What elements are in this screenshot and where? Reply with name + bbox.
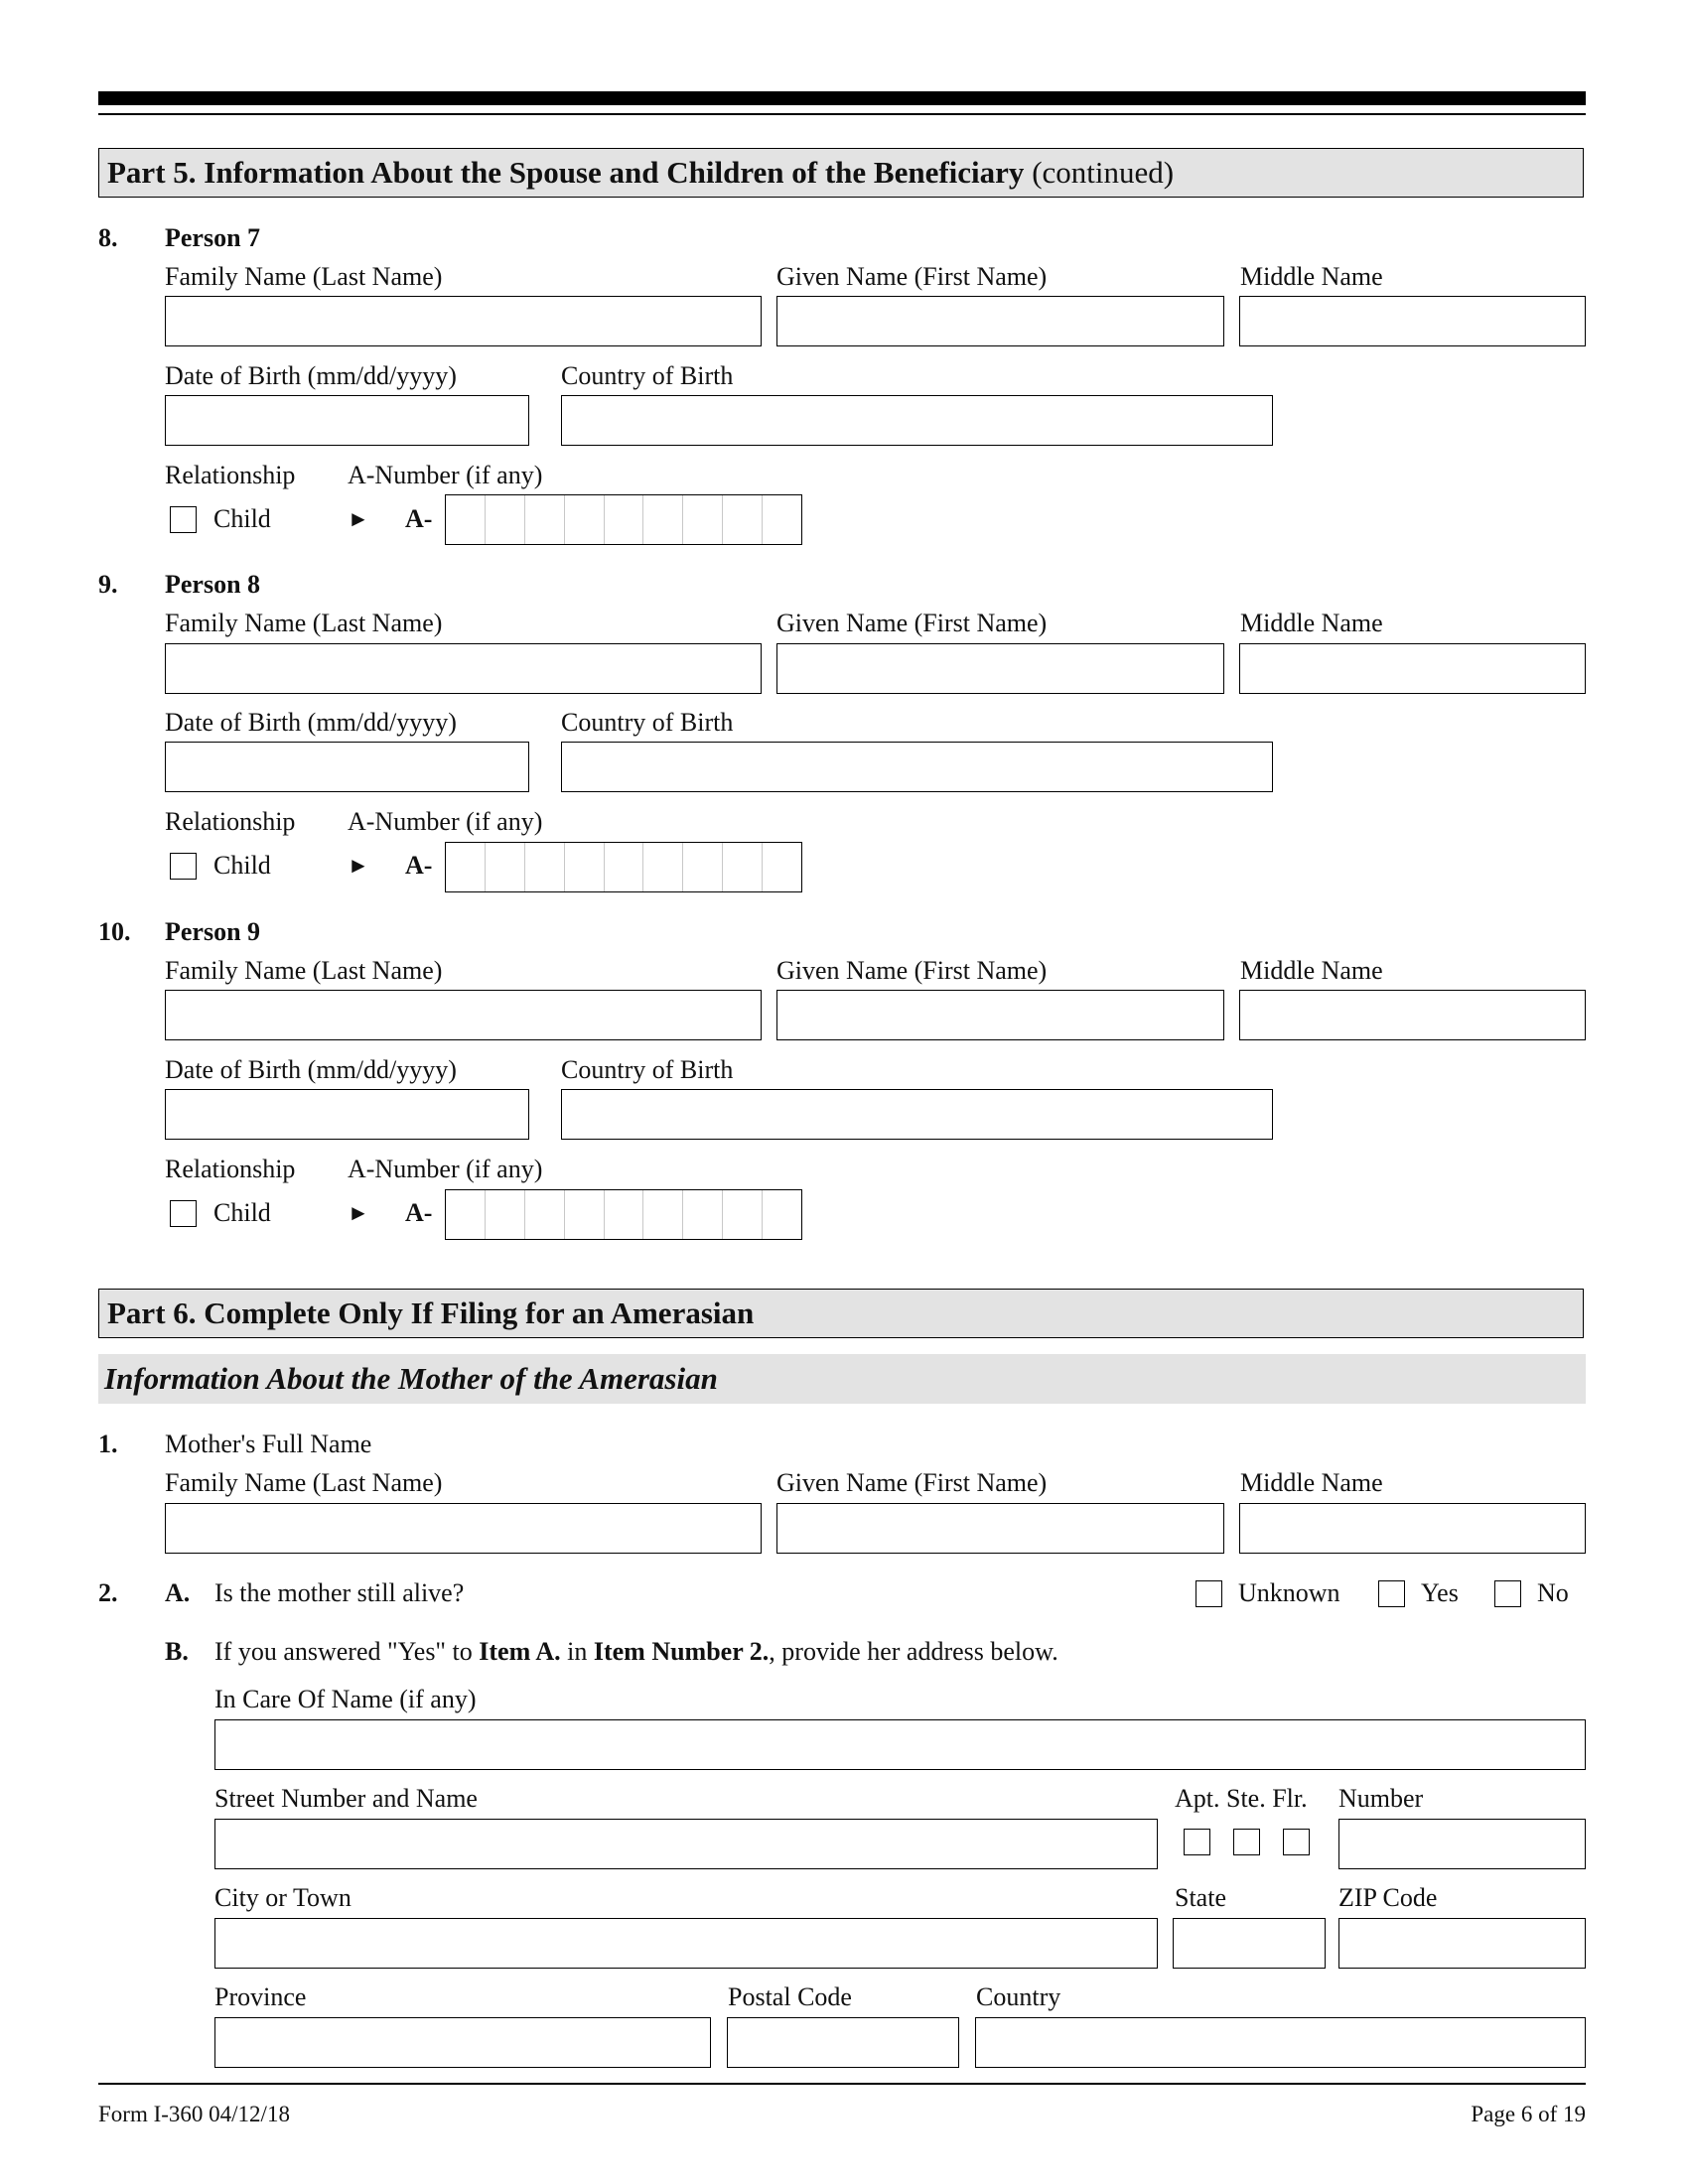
- relationship-label: Relationship: [165, 461, 296, 489]
- yes-label: Yes: [1421, 1578, 1459, 1607]
- dob-label: Date of Birth (mm/dd/yyyy): [165, 1055, 457, 1084]
- postal-code-input[interactable]: [727, 2017, 959, 2068]
- page-number: Page 6 of 19: [1471, 2102, 1586, 2126]
- part6-subheader: [98, 1354, 1586, 1404]
- part6-header: [98, 1289, 1584, 1338]
- given-name-label: Given Name (First Name): [776, 1468, 1048, 1497]
- dob-label: Date of Birth (mm/dd/yyyy): [165, 361, 457, 390]
- country-label: Country: [976, 1982, 1061, 2011]
- family-name-label: Family Name (Last Name): [165, 262, 443, 291]
- zip-input[interactable]: [1338, 1918, 1586, 1969]
- part5-title-suffix: (continued): [1024, 155, 1175, 190]
- given-name-input[interactable]: [776, 643, 1224, 694]
- country-input[interactable]: [975, 2017, 1586, 2068]
- dob-input[interactable]: [165, 742, 529, 792]
- item-letter-b: B.: [165, 1637, 189, 1666]
- dob-input[interactable]: [165, 1089, 529, 1140]
- child-checkbox[interactable]: [170, 853, 197, 880]
- a-number-label: A-Number (if any): [348, 807, 543, 836]
- part5-title: Part 5. Information About the Spouse and Children of the Beneficiary: [107, 155, 1025, 190]
- a-number-label: A-Number (if any): [348, 461, 543, 489]
- a-number-input[interactable]: [445, 494, 802, 545]
- part6-title: Part 6. Complete Only If Filing for an Amerasian: [107, 1296, 755, 1330]
- postal-code-label: Postal Code: [728, 1982, 852, 2011]
- no-checkbox[interactable]: [1494, 1580, 1521, 1607]
- country-of-birth-input[interactable]: [561, 742, 1273, 792]
- a-prefix: A-: [405, 851, 433, 880]
- city-input[interactable]: [214, 1918, 1158, 1969]
- family-name-label: Family Name (Last Name): [165, 1468, 443, 1497]
- top-rule-thick: [98, 91, 1586, 105]
- item-number: 2.: [98, 1578, 118, 1607]
- state-select[interactable]: [1173, 1918, 1326, 1969]
- apt-checkbox[interactable]: [1184, 1829, 1210, 1855]
- top-rule-thin: [98, 113, 1586, 115]
- item-letter-a: A.: [165, 1578, 191, 1607]
- country-of-birth-label: Country of Birth: [561, 1055, 734, 1084]
- street-label: Street Number and Name: [214, 1784, 478, 1813]
- middle-name-label: Middle Name: [1240, 262, 1383, 291]
- item-b-instructions: If you answered "Yes" to Item A. in Item Number 2., provide her address below.: [214, 1637, 1058, 1666]
- child-checkbox[interactable]: [170, 506, 197, 533]
- country-of-birth-input[interactable]: [561, 1089, 1273, 1140]
- city-label: City or Town: [214, 1883, 352, 1912]
- family-name-input[interactable]: [165, 296, 762, 346]
- mothers-full-name-label: Mother's Full Name: [165, 1430, 372, 1458]
- mother-family-name-input[interactable]: [165, 1503, 762, 1554]
- no-label: No: [1537, 1578, 1569, 1607]
- flr-checkbox[interactable]: [1283, 1829, 1310, 1855]
- arrow-right-icon: ►: [348, 1200, 369, 1225]
- family-name-label: Family Name (Last Name): [165, 956, 443, 985]
- family-name-label: Family Name (Last Name): [165, 609, 443, 637]
- middle-name-label: Middle Name: [1240, 609, 1383, 637]
- family-name-input[interactable]: [165, 643, 762, 694]
- country-of-birth-label: Country of Birth: [561, 708, 734, 737]
- unit-number-input[interactable]: [1338, 1819, 1586, 1869]
- country-of-birth-input[interactable]: [561, 395, 1273, 446]
- person-title: Person 9: [165, 917, 261, 946]
- apt-ste-flr-label: Apt. Ste. Flr.: [1175, 1784, 1308, 1813]
- a-number-label: A-Number (if any): [348, 1155, 543, 1183]
- a-prefix: A-: [405, 504, 433, 533]
- part5-header: [98, 148, 1584, 198]
- child-label: Child: [213, 1198, 271, 1227]
- province-label: Province: [214, 1982, 307, 2011]
- arrow-right-icon: ►: [348, 853, 369, 878]
- ste-checkbox[interactable]: [1233, 1829, 1260, 1855]
- care-of-label: In Care Of Name (if any): [214, 1685, 477, 1713]
- form-id: Form I-360 04/12/18: [98, 2102, 290, 2126]
- person-title: Person 7: [165, 223, 261, 252]
- middle-name-input[interactable]: [1239, 643, 1586, 694]
- given-name-label: Given Name (First Name): [776, 956, 1048, 985]
- footer-rule: [98, 2083, 1586, 2085]
- mother-alive-question: Is the mother still alive?: [214, 1578, 465, 1607]
- middle-name-input[interactable]: [1239, 296, 1586, 346]
- given-name-label: Given Name (First Name): [776, 609, 1048, 637]
- province-input[interactable]: [214, 2017, 711, 2068]
- dob-input[interactable]: [165, 395, 529, 446]
- family-name-input[interactable]: [165, 990, 762, 1040]
- relationship-label: Relationship: [165, 1155, 296, 1183]
- arrow-right-icon: ►: [348, 506, 369, 531]
- given-name-input[interactable]: [776, 990, 1224, 1040]
- child-checkbox[interactable]: [170, 1200, 197, 1227]
- a-prefix: A-: [405, 1198, 433, 1227]
- person-title: Person 8: [165, 570, 261, 599]
- item-number: 9.: [98, 570, 118, 599]
- a-number-input[interactable]: [445, 1189, 802, 1240]
- number-label: Number: [1338, 1784, 1424, 1813]
- unknown-label: Unknown: [1238, 1578, 1340, 1607]
- child-label: Child: [213, 504, 271, 533]
- dob-label: Date of Birth (mm/dd/yyyy): [165, 708, 457, 737]
- unknown-checkbox[interactable]: [1196, 1580, 1222, 1607]
- given-name-input[interactable]: [776, 296, 1224, 346]
- middle-name-label: Middle Name: [1240, 1468, 1383, 1497]
- item-number: 10.: [98, 917, 131, 946]
- child-label: Child: [213, 851, 271, 880]
- a-number-input[interactable]: [445, 842, 802, 892]
- item-number: 8.: [98, 223, 118, 252]
- zip-label: ZIP Code: [1338, 1883, 1438, 1912]
- part6-subtitle: Information About the Mother of the Amerasian: [104, 1361, 718, 1396]
- care-of-input[interactable]: [214, 1719, 1586, 1770]
- mother-given-name-input[interactable]: [776, 1503, 1224, 1554]
- mother-middle-name-input[interactable]: [1239, 1503, 1586, 1554]
- country-of-birth-label: Country of Birth: [561, 361, 734, 390]
- relationship-label: Relationship: [165, 807, 296, 836]
- state-label: State: [1175, 1883, 1226, 1912]
- street-input[interactable]: [214, 1819, 1158, 1869]
- given-name-label: Given Name (First Name): [776, 262, 1048, 291]
- item-number: 1.: [98, 1430, 118, 1458]
- yes-checkbox[interactable]: [1378, 1580, 1405, 1607]
- middle-name-input[interactable]: [1239, 990, 1586, 1040]
- middle-name-label: Middle Name: [1240, 956, 1383, 985]
